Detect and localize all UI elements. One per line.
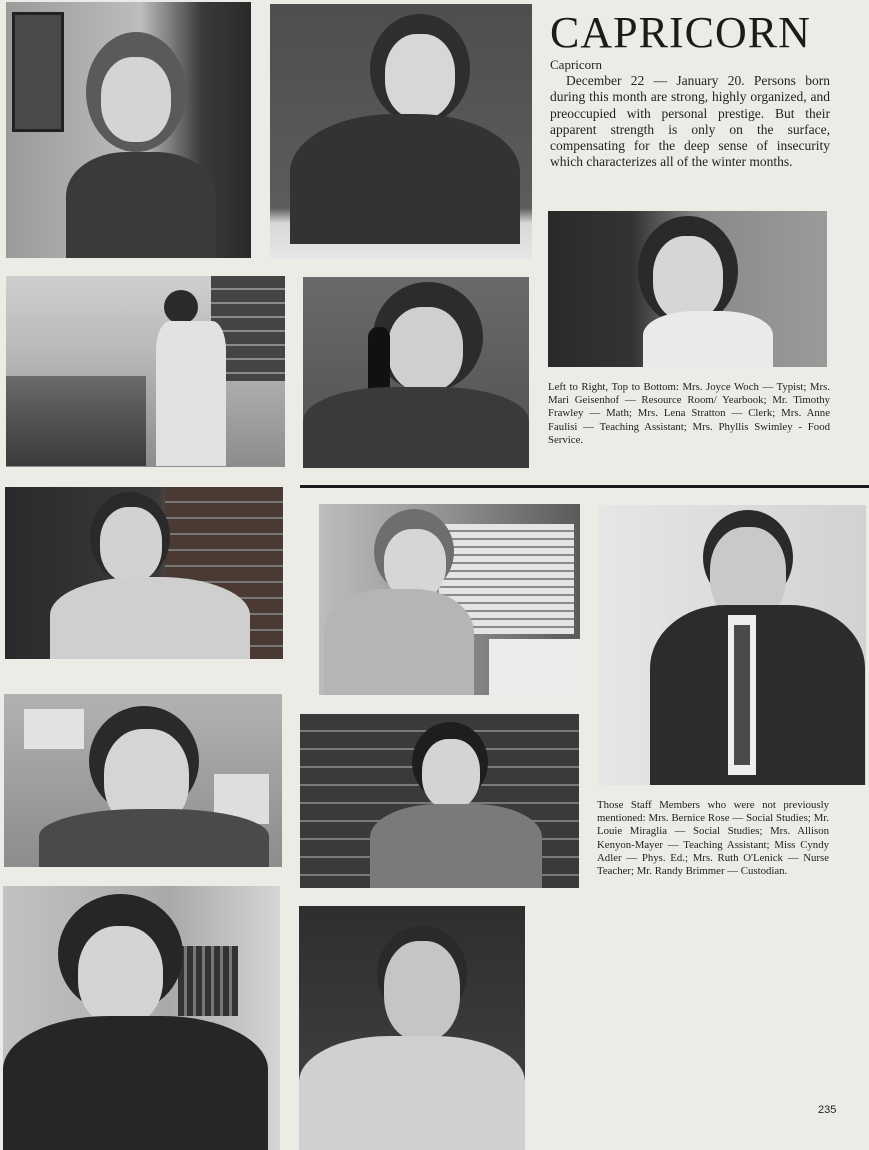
page-number: 235 [818, 1104, 837, 1116]
photo-woman-bookshelf [319, 504, 580, 695]
page-title: CAPRICORN [550, 8, 811, 57]
photo-woman-glasses-office [6, 2, 251, 258]
sign-description: December 22 — January 20. Persons born during this month are strong, highly organized, and preoccupied with personal prestige. But their apparent strength is only on the surface, compensating for the deep sense of insecurity which characterizes all of the winter months. [550, 73, 830, 170]
photo-woman-large-glasses [4, 694, 282, 867]
photo-woman-sweater-brick [300, 714, 579, 888]
photo-woman-desk-smiling [270, 4, 532, 259]
photo-woman-curly-hair [3, 886, 280, 1150]
page-subtitle: Capricorn [550, 57, 602, 72]
photo-woman-turtleneck [548, 211, 827, 367]
photo-man-suit-tie [598, 505, 866, 785]
caption-staff-list-1: Left to Right, Top to Bottom: Mrs. Joyce Woch — Typist; Mrs. Mari Geisenhof — Resource Room/ Yearbook; Mr. Timothy Frawley — Math; Mrs. Lena Stratton — Clerk; Mrs. Anne Faulisi — Teaching Assistant; Mrs. Phyllis Swimley - Food Service. [548, 381, 830, 446]
photo-classroom-teacher [6, 276, 285, 467]
caption-staff-list-2: Those Staff Members who were not previously mentioned: Mrs. Bernice Rose — Social Studies; Mr. Louie Miraglia — Social Studies; Mrs. Allison Kenyon-Mayer — Teaching Assistant; Miss Cyndy Adler — Phys. Ed.; Mrs. Ruth O'Lenick — Nurse Teacher; Mr. Randy Brimmer — Custodian. [597, 799, 829, 878]
photo-woman-telephone [303, 277, 529, 468]
photo-woman-brick-wall [5, 487, 283, 659]
photo-man-western-shirt [299, 906, 525, 1150]
divider-rule [300, 485, 869, 488]
